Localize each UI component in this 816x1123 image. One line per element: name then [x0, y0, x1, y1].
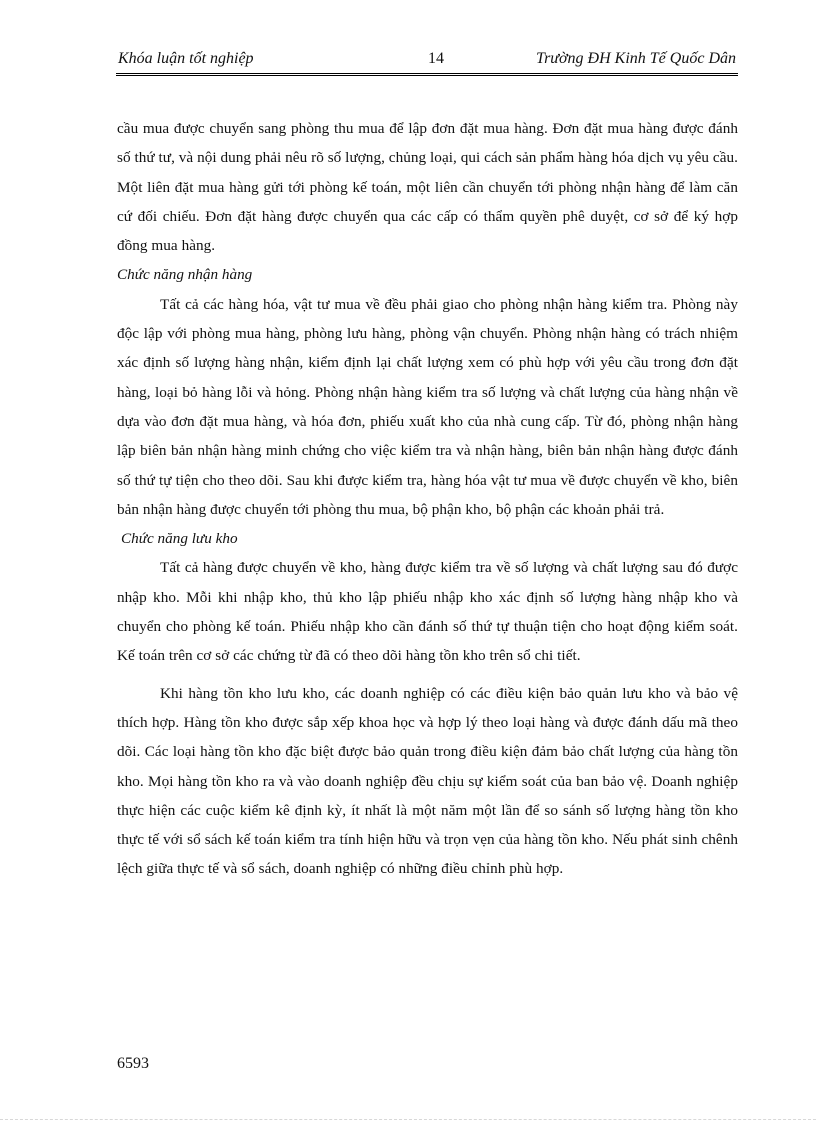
paragraph-receiving: Tất cả các hàng hóa, vật tư mua về đều phải giao cho phòng nhận hàng kiểm tra. Phòng này độc lập với phòng mua hàng, phòng lưu hàng, phòng vận chuyển. Phòng nhận hàng có trách nhiệm xác định số lượng hàng nhận, kiểm định lại chất lượng xem có phù hợp với yêu cầu trong đơn đặt hàng, loại bỏ hàng lỗi và hỏng. Phòng nhận hàng kiểm tra số lượng và chất lượng của hàng nhận về dựa vào đơn đặt mua hàng, và hóa đơn, phiếu xuất kho của nhà cung cấp. Từ đó, phòng nhận hàng lập biên bản nhận hàng minh chứng cho việc kiểm tra và nhận hàng, biên bản nhận hàng được đánh số thứ tự tiện cho theo dõi. Sau khi được kiểm tra, hàng hóa vật tư mua về được chuyển về kho, biên bản nhận hàng được chuyển tới phòng thu mua, bộ phận kho, bộ phận các khoản phải trả.: [117, 295, 738, 518]
paragraph-purchase-order: cầu mua được chuyển sang phòng thu mua để lập đơn đặt mua hàng. Đơn đặt mua hàng được đánh số thứ tư, và nội dung phải nêu rõ số lượng, chủng loại, qui cách sản phẩm hàng hóa dịch vụ yêu cầu. Một liên đặt mua hàng gửi tới phòng kế toán, một liên cần chuyển tới phòng nhận hàng để làm căn cứ đối chiếu. Đơn đặt hàng được chuyển qua các cấp có thẩm quyền phê duyệt, cơ sở để ký hợp đồng mua hàng.: [117, 120, 738, 255]
document-body: [117, 114, 738, 884]
section-heading-receiving: Chức năng nhận hàng: [117, 266, 253, 284]
header-thesis-title: Khóa luận tốt nghiệp: [118, 50, 254, 67]
paragraph-storage: Tất cả hàng được chuyển về kho, hàng được kiểm tra về số lượng và chất lượng sau đó được nhập kho. Mỗi khi nhập kho, thủ kho lập phiếu nhập kho xác định số lượng hàng nhập kho và chuyển cho phòng kế toán. Phiếu nhập kho cần đánh số thứ tự thuận tiện cho hoạt động kiểm soát. Kế toán trên cơ sở các chứng từ đã có theo dõi hàng tồn kho trên sổ chi tiết.: [117, 559, 738, 665]
footer-document-number: 6593: [117, 1055, 149, 1072]
paragraph-inventory-control: Khi hàng tồn kho lưu kho, các doanh nghiệp có các điều kiện bảo quản lưu kho và bảo vệ thích hợp. Hàng tồn kho được sắp xếp khoa học và hợp lý theo loại hàng và được đánh dấu mã theo dõi. Các loại hàng tồn kho đặc biệt được bảo quản trong điều kiện đảm bảo chất lượng của hàng tồn kho. Mọi hàng tồn kho ra và vào doanh nghiệp đều chịu sự kiểm soát của ban bảo vệ. Doanh nghiệp thực hiện các cuộc kiểm kê định kỳ, ít nhất là một năm một lần để so sánh số lượng hàng tồn kho thực tế với sổ sách kế toán kiểm tra tính hiện hữu và trọn vẹn của hàng tồn kho. Nếu phát sinh chênh lệch giữa thực tế và sổ sách, doanh nghiệp có những điều chỉnh phù hợp.: [117, 684, 738, 878]
section-heading-storage: Chức năng lưu kho: [121, 530, 238, 548]
page-header: [116, 48, 738, 72]
header-university-name: Trường ĐH Kinh Tế Quốc Dân: [536, 50, 736, 67]
header-double-rule: [116, 73, 738, 76]
header-page-number: 14: [428, 50, 444, 67]
page-bottom-edge: [0, 1119, 816, 1120]
